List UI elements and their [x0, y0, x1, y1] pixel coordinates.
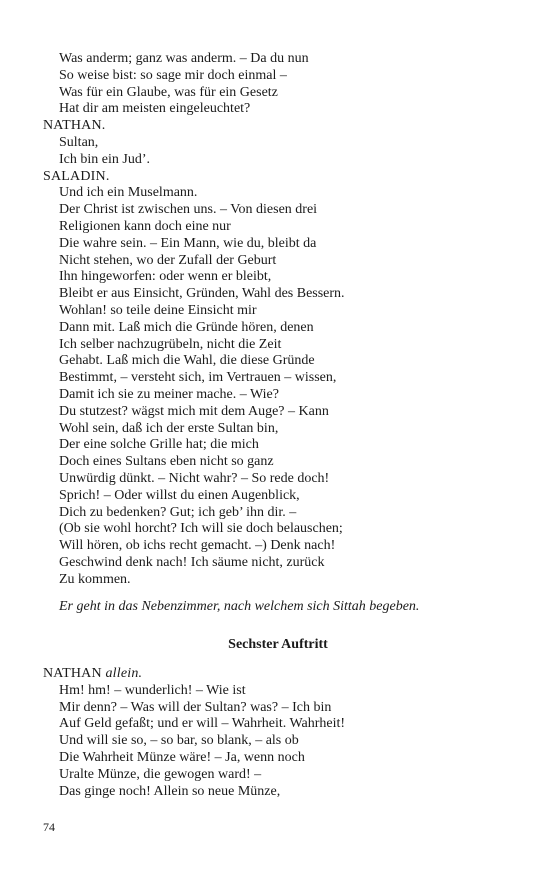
- stage-direction: Er geht in das Nebenzimmer, nach welchem sich Sittah begeben.: [59, 598, 420, 614]
- verse-line: Sultan,: [59, 134, 99, 150]
- verse-line: So weise bist: so sage mir doch einmal –: [59, 67, 287, 83]
- verse-line: Das ginge noch! Allein so neue Münze,: [59, 783, 281, 799]
- verse-line: Gehabt. Laß mich die Wahl, die diese Gründe: [59, 353, 315, 369]
- verse-line: Der eine solche Grille hat; die mich: [59, 437, 259, 453]
- verse-line: Bleibt er aus Einsicht, Gründen, Wahl des Bessern.: [59, 286, 345, 302]
- page-number: 74: [43, 820, 55, 834]
- verse-line: Der Christ ist zwischen uns. – Von diesen drei: [59, 202, 318, 218]
- verse-line: Zu kommen.: [59, 571, 131, 587]
- verse-line: Damit ich sie zu meiner mache. – Wie?: [59, 386, 279, 402]
- verse-line: Bestimmt, – versteht sich, im Vertrauen – wissen,: [59, 370, 337, 386]
- verse-line: Was für ein Glaube, was für ein Gesetz: [59, 84, 278, 100]
- verse-block-3: [43, 185, 513, 588]
- verse-line: Ich bin ein Jud’.: [59, 151, 150, 167]
- verse-line: Religionen kann doch eine nur: [59, 218, 231, 234]
- verse-line: Hat dir am meisten eingeleuchtet?: [59, 101, 251, 117]
- verse-line: Und ich ein Muselmann.: [59, 185, 198, 201]
- verse-line: Dich zu bedenken? Gut; ich geb’ ihn dir. –: [59, 504, 297, 520]
- verse-line: Hm! hm! – wunderlich! – Wie ist: [59, 682, 246, 698]
- verse-line: Geschwind denk nach! Ich säume nicht, zurück: [59, 554, 325, 570]
- verse-line: Du stutzest? wägst mich mit dem Auge? – Kann: [59, 403, 329, 419]
- speaker-saladin: SALADIN.: [43, 168, 110, 184]
- verse-line: Wohl sein, daß ich der erste Sultan bin,: [59, 420, 279, 436]
- verse-line: Mir denn? – Was will der Sultan? was? – Ich bin: [59, 699, 332, 715]
- verse-line: Sprich! – Oder willst du einen Augenblick,: [59, 487, 300, 503]
- verse-line: Und will sie so, – so bar, so blank, – als ob: [59, 733, 299, 749]
- verse-line: Wohlan! so teile deine Einsicht mir: [59, 302, 257, 318]
- verse-line: Auf Geld gefaßt; und er will – Wahrheit. Wahrheit!: [59, 716, 346, 732]
- verse-line: Unwürdig dünkt. – Nicht wahr? – So rede doch!: [59, 470, 330, 486]
- verse-line: Ihn hingeworfen: oder wenn er bleibt,: [59, 269, 272, 285]
- verse-line: Was anderm; ganz was anderm. – Da du nun: [59, 51, 309, 66]
- verse-line: Doch eines Sultans eben nicht so ganz: [59, 454, 274, 470]
- verse-block-4: [43, 683, 513, 801]
- verse-line: Ich selber nachzugrübeln, nicht die Zeit: [59, 336, 282, 352]
- speaker-nathan-alone: [43, 666, 513, 683]
- speaker-note: allein.: [105, 666, 143, 682]
- verse-line: Dann mit. Laß mich die Gründe hören, denen: [59, 319, 314, 335]
- verse-line: Die Wahrheit Münze wäre! – Ja, wenn noch: [59, 750, 305, 766]
- speaker-nathan: NATHAN.: [43, 118, 106, 134]
- verse-line: Uralte Münze, die gewogen ward! –: [59, 766, 262, 782]
- scene-title: Sechster Auftritt: [228, 637, 328, 653]
- speaker-name: NATHAN: [43, 666, 102, 682]
- verse-line: (Ob sie wohl horcht? Ich will sie doch belauschen;: [59, 521, 343, 537]
- verse-block-2: [43, 135, 513, 169]
- book-page: [43, 51, 513, 800]
- verse-line: Die wahre sein. – Ein Mann, wie du, bleibt da: [59, 235, 317, 251]
- verse-block-1: [43, 51, 513, 118]
- verse-line: Nicht stehen, wo der Zufall der Geburt: [59, 252, 277, 268]
- verse-line: Will hören, ob ichs recht gemacht. –) Denk nach!: [59, 538, 336, 554]
